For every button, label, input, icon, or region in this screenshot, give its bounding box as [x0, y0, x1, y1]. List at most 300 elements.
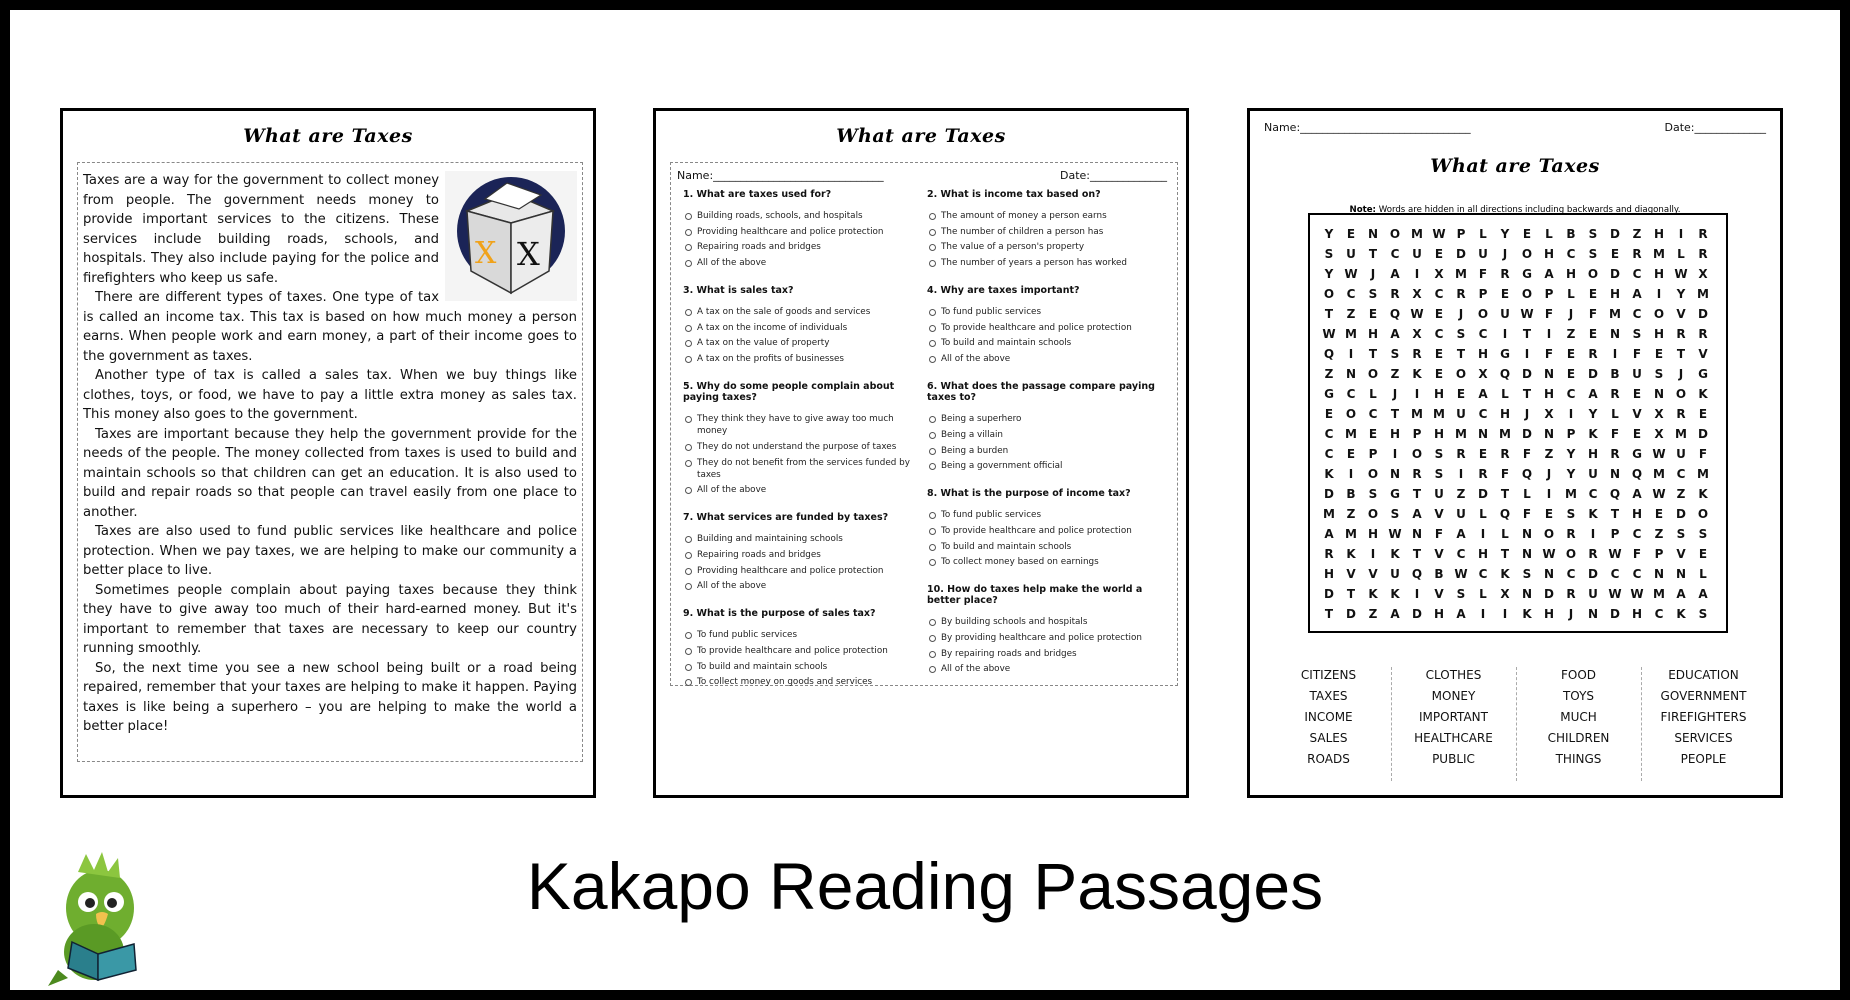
- grid-letter: I: [1480, 527, 1486, 541]
- grid-letter: Z: [1368, 607, 1378, 621]
- grid-letter: M: [1499, 427, 1511, 441]
- grid-letter: O: [1367, 367, 1379, 381]
- grid-letter: O: [1521, 247, 1533, 261]
- grid-letter: D: [1324, 587, 1334, 601]
- grid-letter: H: [1389, 427, 1401, 441]
- letter-grid-frame: [1308, 213, 1728, 633]
- grid-letter: L: [1479, 507, 1487, 521]
- grid-letter: R: [1390, 287, 1400, 301]
- question-text: 4. Why are taxes important?: [927, 285, 1080, 297]
- answer-option: A tax on the sale of goods and services: [683, 306, 921, 318]
- grid-letter: S: [1368, 487, 1378, 501]
- grid-letter: Q: [1411, 567, 1423, 581]
- grid-letter: S: [1390, 347, 1400, 361]
- answer-option: To collect money on goods and services: [683, 676, 921, 688]
- grid-letter: T: [1456, 347, 1466, 361]
- grid-letter: Z: [1390, 367, 1400, 381]
- passage-paragraph: There are different types of taxes. One type of tax is called an income tax. This tax is based on how much money a person earns. When people work and earn money, a part of their income goes to the government as taxes.: [83, 290, 577, 364]
- grid-letter: D: [1544, 587, 1554, 601]
- grid-letter: L: [1699, 567, 1707, 581]
- grid-letter: C: [1368, 407, 1378, 421]
- grid-letter: S: [1434, 447, 1444, 461]
- grid-letter: O: [1411, 447, 1423, 461]
- grid-letter: O: [1521, 287, 1533, 301]
- passage-paragraph: Sometimes people complain about paying taxes because they think they have to give away too much of their hard-earned money. But it's important to remember that taxes are necessary to keep our country running smoothly.: [83, 582, 577, 656]
- grid-letter: Q: [1609, 487, 1621, 501]
- question-text: 2. What is income tax based on?: [927, 189, 1101, 200]
- grid-letter: I: [1678, 227, 1684, 241]
- grid-letter: I: [1414, 387, 1420, 401]
- word-list-item: CLOTHES: [1425, 668, 1482, 682]
- note-text: Words are hidden in all directions including backwards and diagonally.: [1375, 205, 1681, 215]
- word-list-item: TOYS: [1562, 689, 1595, 703]
- grid-letter: M: [1323, 507, 1335, 521]
- note-label: Note:: [1349, 205, 1376, 215]
- grid-letter: A: [1588, 387, 1598, 401]
- grid-letter: X: [1478, 367, 1488, 381]
- grid-letter: D: [1522, 367, 1532, 381]
- grid-letter: E: [1434, 307, 1444, 321]
- passage-paragraph: Taxes are also used to fund public services like healthcare and police protection. When we pay taxes, we are helping to make our community a better place to live.: [83, 524, 577, 578]
- answer-option: All of the above: [927, 353, 1165, 365]
- grid-letter: L: [1677, 247, 1685, 261]
- quiz-question: [683, 285, 921, 365]
- grid-letter: O: [1675, 387, 1687, 401]
- grid-letter: W: [1344, 267, 1358, 281]
- grid-letter: M: [1697, 467, 1709, 481]
- word-list-item: SALES: [1309, 731, 1348, 745]
- word-list-item: IMPORTANT: [1419, 710, 1488, 724]
- grid-letter: T: [1522, 327, 1532, 341]
- quiz-question: [927, 584, 1165, 675]
- grid-letter: S: [1368, 287, 1378, 301]
- grid-letter: K: [1522, 607, 1532, 621]
- grid-letter: E: [1434, 367, 1444, 381]
- grid-letter: L: [1479, 227, 1487, 241]
- grid-letter: O: [1653, 307, 1665, 321]
- answer-option: The number of years a person has worked: [927, 257, 1165, 269]
- grid-letter: K: [1676, 607, 1686, 621]
- grid-letter: C: [1566, 387, 1576, 401]
- grid-letter: C: [1456, 547, 1466, 561]
- grid-letter: R: [1698, 227, 1708, 241]
- grid-letter: K: [1588, 427, 1598, 441]
- grid-letter: G: [1500, 347, 1510, 361]
- grid-letter: F: [1434, 527, 1444, 541]
- grid-letter: S: [1390, 507, 1400, 521]
- grid-letter: T: [1610, 507, 1620, 521]
- grid-letter: E: [1566, 367, 1576, 381]
- grid-letter: G: [1522, 267, 1532, 281]
- grid-letter: C: [1324, 447, 1334, 461]
- grid-letter: I: [1502, 327, 1508, 341]
- word-list-item: CHILDREN: [1547, 731, 1610, 745]
- question-text: 9. What is the purpose of sales tax?: [683, 608, 876, 620]
- grid-letter: K: [1324, 467, 1334, 481]
- grid-letter: H: [1609, 287, 1621, 301]
- ballot-box-icon: [445, 171, 577, 301]
- grid-letter: D: [1698, 307, 1708, 321]
- grid-letter: O: [1477, 307, 1489, 321]
- word-list-item: MUCH: [1560, 710, 1597, 724]
- answer-option: By providing healthcare and police protection: [927, 632, 1165, 644]
- grid-letter: G: [1324, 387, 1334, 401]
- answer-option: A tax on the income of individuals: [683, 322, 921, 334]
- question-text: 6. What does the passage compare paying taxes to?: [927, 381, 1155, 404]
- grid-letter: S: [1566, 507, 1576, 521]
- grid-letter: L: [1523, 487, 1531, 501]
- grid-letter: E: [1346, 447, 1356, 461]
- kakapo-parrot-icon: [38, 850, 168, 990]
- word-list-item: INCOME: [1304, 710, 1353, 724]
- word-list-item: MONEY: [1431, 689, 1476, 703]
- grid-letter: U: [1390, 567, 1400, 581]
- grid-letter: V: [1434, 587, 1444, 601]
- grid-letter: I: [1546, 487, 1552, 501]
- grid-letter: G: [1632, 447, 1642, 461]
- grid-letter: N: [1521, 587, 1533, 601]
- ws-date-field: Date:_____________: [1664, 121, 1766, 134]
- grid-letter: Y: [1566, 447, 1576, 461]
- grid-letter: E: [1434, 247, 1444, 261]
- grid-letter: D: [1610, 607, 1620, 621]
- word-list-item: TAXES: [1309, 689, 1348, 703]
- grid-letter: Z: [1566, 327, 1576, 341]
- grid-letter: U: [1456, 507, 1466, 521]
- question-text: 7. What services are funded by taxes?: [683, 512, 889, 524]
- answer-option: By repairing roads and bridges: [927, 648, 1165, 660]
- grid-letter: N: [1543, 367, 1555, 381]
- grid-letter: U: [1588, 587, 1598, 601]
- word-list-item: ROADS: [1307, 752, 1350, 766]
- grid-letter: G: [1390, 487, 1400, 501]
- grid-letter: D: [1588, 567, 1598, 581]
- grid-letter: N: [1477, 427, 1489, 441]
- quiz-question: [683, 512, 921, 592]
- grid-letter: F: [1632, 547, 1642, 561]
- grid-letter: Y: [1324, 227, 1334, 241]
- grid-letter: X: [1654, 407, 1664, 421]
- grid-letter: R: [1500, 447, 1510, 461]
- quiz-question: [683, 189, 921, 269]
- grid-letter: K: [1368, 587, 1378, 601]
- grid-letter: M: [1455, 427, 1467, 441]
- answer-option: Being a burden: [927, 445, 1165, 457]
- grid-letter: D: [1346, 607, 1356, 621]
- grid-letter: Z: [1676, 487, 1686, 501]
- grid-letter: R: [1456, 287, 1466, 301]
- grid-letter: R: [1566, 527, 1576, 541]
- answer-option: To build and maintain schools: [927, 541, 1165, 553]
- grid-letter: R: [1610, 387, 1620, 401]
- grid-letter: H: [1631, 507, 1643, 521]
- passage-paragraph: Another type of tax is called a sales tax. When we buy things like clothes, toys, or food, we have to pay a little extra money as sales tax. This money also goes to the government.: [83, 368, 577, 422]
- quiz-date-field: Date:______________: [1060, 169, 1167, 182]
- answer-option: Repairing roads and bridges: [683, 241, 921, 253]
- answer-option: To provide healthcare and police protection: [683, 645, 921, 657]
- grid-letter: Y: [1500, 227, 1510, 241]
- quiz-title: What are Taxes: [836, 125, 1006, 147]
- word-list-item: HEALTHCARE: [1414, 731, 1493, 745]
- answer-option: Building and maintaining schools: [683, 533, 921, 545]
- grid-letter: H: [1631, 607, 1643, 621]
- grid-letter: C: [1390, 247, 1400, 261]
- grid-letter: M: [1411, 407, 1423, 421]
- grid-letter: M: [1345, 427, 1357, 441]
- grid-letter: X: [1698, 267, 1708, 281]
- grid-letter: S: [1324, 247, 1334, 261]
- grid-letter: V: [1676, 547, 1686, 561]
- grid-letter: L: [1567, 287, 1575, 301]
- grid-letter: I: [1370, 547, 1376, 561]
- quiz-box: [670, 162, 1178, 686]
- grid-letter: Y: [1566, 467, 1576, 481]
- grid-letter: E: [1324, 407, 1334, 421]
- grid-letter: F: [1522, 447, 1532, 461]
- grid-letter: P: [1544, 287, 1554, 301]
- grid-letter: M: [1653, 587, 1665, 601]
- grid-letter: D: [1324, 487, 1334, 501]
- grid-letter: J: [1524, 407, 1530, 421]
- answer-option: To collect money based on earnings: [927, 556, 1165, 568]
- grid-letter: R: [1698, 327, 1708, 341]
- grid-letter: E: [1346, 227, 1356, 241]
- grid-letter: R: [1676, 407, 1686, 421]
- grid-letter: F: [1544, 307, 1554, 321]
- word-list-column: [1391, 665, 1516, 785]
- grid-letter: N: [1675, 567, 1687, 581]
- grid-letter: R: [1588, 547, 1598, 561]
- quiz-name-field: Name:_______________________________: [677, 169, 884, 182]
- grid-letter: S: [1698, 607, 1708, 621]
- question-text: 10. How do taxes help make the world a better place?: [927, 584, 1143, 607]
- grid-letter: T: [1412, 547, 1422, 561]
- grid-letter: L: [1501, 387, 1509, 401]
- grid-letter: R: [1566, 587, 1576, 601]
- grid-letter: J: [1568, 307, 1574, 321]
- grid-letter: N: [1543, 567, 1555, 581]
- answer-option: They think they have to give away too much money: [683, 413, 921, 437]
- grid-letter: E: [1544, 507, 1554, 521]
- grid-letter: E: [1566, 347, 1576, 361]
- preview-canvas: [10, 10, 1840, 990]
- grid-letter: I: [1590, 527, 1596, 541]
- grid-letter: D: [1610, 227, 1620, 241]
- passage-paragraph: Taxes are important because they help the government provide for the needs of the people. The money collected from taxes is used to build and maintain schools so that children can get an education. It is also used to build and repair roads so that people can travel easily from one place to another.: [83, 426, 577, 520]
- grid-letter: E: [1654, 347, 1664, 361]
- grid-letter: T: [1346, 587, 1356, 601]
- grid-letter: K: [1412, 367, 1422, 381]
- grid-letter: S: [1588, 247, 1598, 261]
- grid-letter: W: [1608, 587, 1622, 601]
- grid-letter: S: [1522, 567, 1532, 581]
- grid-letter: C: [1346, 387, 1356, 401]
- grid-letter: N: [1389, 467, 1401, 481]
- grid-letter: H: [1433, 427, 1445, 441]
- grid-letter: S: [1588, 227, 1598, 241]
- answer-option: To fund public services: [927, 306, 1165, 318]
- word-list-item: THINGS: [1555, 752, 1602, 766]
- grid-letter: I: [1348, 347, 1354, 361]
- quiz-question: [927, 488, 1165, 568]
- grid-letter: D: [1412, 607, 1422, 621]
- grid-letter: T: [1368, 247, 1378, 261]
- grid-letter: P: [1412, 427, 1422, 441]
- grid-letter: R: [1698, 247, 1708, 261]
- grid-letter: C: [1588, 487, 1598, 501]
- grid-letter: B: [1434, 567, 1444, 581]
- grid-letter: C: [1676, 467, 1686, 481]
- grid-letter: A: [1456, 607, 1466, 621]
- grid-letter: V: [1698, 347, 1708, 361]
- grid-letter: S: [1654, 367, 1664, 381]
- grid-letter: C: [1610, 567, 1620, 581]
- grid-letter: C: [1632, 567, 1642, 581]
- grid-letter: N: [1543, 427, 1555, 441]
- grid-letter: U: [1632, 367, 1642, 381]
- grid-letter: S: [1456, 587, 1466, 601]
- quiz-question: [927, 285, 1165, 365]
- grid-letter: C: [1566, 567, 1576, 581]
- grid-letter: B: [1610, 367, 1620, 381]
- grid-letter: C: [1654, 607, 1664, 621]
- grid-letter: O: [1697, 507, 1709, 521]
- grid-letter: H: [1477, 547, 1489, 561]
- answer-option: To build and maintain schools: [683, 661, 921, 673]
- grid-letter: C: [1478, 327, 1488, 341]
- grid-letter: I: [1414, 267, 1420, 281]
- grid-letter: T: [1324, 307, 1334, 321]
- grid-letter: R: [1610, 447, 1620, 461]
- grid-letter: E: [1698, 547, 1708, 561]
- grid-letter: N: [1609, 327, 1621, 341]
- grid-letter: Y: [1676, 287, 1686, 301]
- grid-letter: M: [1411, 227, 1423, 241]
- grid-letter: S: [1698, 527, 1708, 541]
- grid-letter: D: [1610, 267, 1620, 281]
- letter-grid: [1318, 224, 1714, 624]
- grid-letter: I: [1568, 407, 1574, 421]
- grid-letter: H: [1477, 347, 1489, 361]
- grid-letter: I: [1414, 587, 1420, 601]
- passage-text: [83, 171, 577, 737]
- grid-letter: C: [1346, 287, 1356, 301]
- grid-letter: A: [1324, 527, 1334, 541]
- grid-letter: E: [1632, 387, 1642, 401]
- word-list-item: FIREFIGHTERS: [1660, 710, 1747, 724]
- grid-letter: A: [1390, 327, 1400, 341]
- grid-letter: E: [1698, 407, 1708, 421]
- grid-letter: E: [1434, 347, 1444, 361]
- answer-option: By building schools and hospitals: [927, 616, 1165, 628]
- grid-letter: A: [1632, 487, 1642, 501]
- grid-letter: H: [1565, 267, 1577, 281]
- answer-option: A tax on the value of property: [683, 337, 921, 349]
- grid-letter: M: [1455, 267, 1467, 281]
- passage-page: [60, 108, 596, 798]
- grid-letter: K: [1698, 387, 1708, 401]
- word-list: [1266, 665, 1766, 785]
- grid-letter: C: [1434, 287, 1444, 301]
- grid-letter: S: [1676, 527, 1686, 541]
- word-list-item: FOOD: [1560, 668, 1597, 682]
- grid-letter: I: [1524, 347, 1530, 361]
- grid-letter: M: [1565, 487, 1577, 501]
- grid-letter: H: [1653, 327, 1665, 341]
- question-text: 8. What is the purpose of income tax?: [927, 488, 1131, 500]
- grid-letter: A: [1676, 587, 1686, 601]
- answer-option: Providing healthcare and police protection: [683, 226, 921, 238]
- grid-letter: C: [1632, 527, 1642, 541]
- grid-letter: W: [1410, 307, 1424, 321]
- answer-option: To fund public services: [927, 509, 1165, 521]
- grid-letter: T: [1500, 547, 1510, 561]
- answer-option: Repairing roads and bridges: [683, 549, 921, 561]
- grid-letter: M: [1345, 327, 1357, 341]
- grid-letter: H: [1543, 247, 1555, 261]
- grid-letter: H: [1323, 567, 1335, 581]
- answer-option: They do not benefit from the services funded by taxes: [683, 457, 921, 481]
- grid-letter: M: [1697, 287, 1709, 301]
- grid-letter: T: [1676, 347, 1686, 361]
- answer-option: The value of a person's property: [927, 241, 1165, 253]
- grid-letter: R: [1324, 547, 1334, 561]
- grid-letter: L: [1611, 407, 1619, 421]
- grid-letter: R: [1412, 467, 1422, 481]
- ballot-letter-right: X: [517, 235, 540, 273]
- grid-letter: A: [1456, 527, 1466, 541]
- word-list-divider: [1391, 667, 1392, 781]
- grid-letter: T: [1500, 487, 1510, 501]
- grid-letter: P: [1610, 527, 1620, 541]
- grid-letter: N: [1345, 367, 1357, 381]
- grid-letter: F: [1588, 307, 1598, 321]
- grid-letter: F: [1522, 507, 1532, 521]
- question-text: 5. Why do some people complain about paying taxes?: [683, 381, 895, 404]
- grid-letter: T: [1522, 387, 1532, 401]
- grid-letter: L: [1479, 587, 1487, 601]
- grid-letter: Z: [1324, 367, 1334, 381]
- grid-letter: E: [1588, 287, 1598, 301]
- grid-letter: A: [1478, 387, 1488, 401]
- grid-letter: A: [1390, 267, 1400, 281]
- grid-letter: E: [1368, 307, 1378, 321]
- answer-option: To build and maintain schools: [927, 337, 1165, 349]
- grid-letter: Z: [1632, 227, 1642, 241]
- grid-letter: W: [1322, 327, 1336, 341]
- grid-letter: W: [1520, 307, 1534, 321]
- wordsearch-title: What are Taxes: [1430, 155, 1600, 177]
- grid-letter: M: [1675, 427, 1687, 441]
- grid-letter: S: [1434, 467, 1444, 481]
- grid-letter: H: [1433, 387, 1445, 401]
- grid-letter: B: [1346, 487, 1356, 501]
- grid-letter: O: [1455, 367, 1467, 381]
- question-text: 3. What is sales tax?: [683, 285, 794, 297]
- grid-letter: P: [1566, 427, 1576, 441]
- word-list-item: CITIZENS: [1300, 668, 1357, 682]
- grid-letter: C: [1632, 267, 1642, 281]
- grid-letter: E: [1456, 387, 1466, 401]
- grid-letter: V: [1434, 507, 1444, 521]
- grid-letter: C: [1324, 427, 1334, 441]
- grid-letter: M: [1609, 307, 1621, 321]
- quiz-question: [927, 189, 1165, 269]
- grid-letter: D: [1588, 367, 1598, 381]
- grid-letter: E: [1588, 327, 1598, 341]
- grid-letter: W: [1388, 527, 1402, 541]
- grid-letter: L: [1369, 387, 1377, 401]
